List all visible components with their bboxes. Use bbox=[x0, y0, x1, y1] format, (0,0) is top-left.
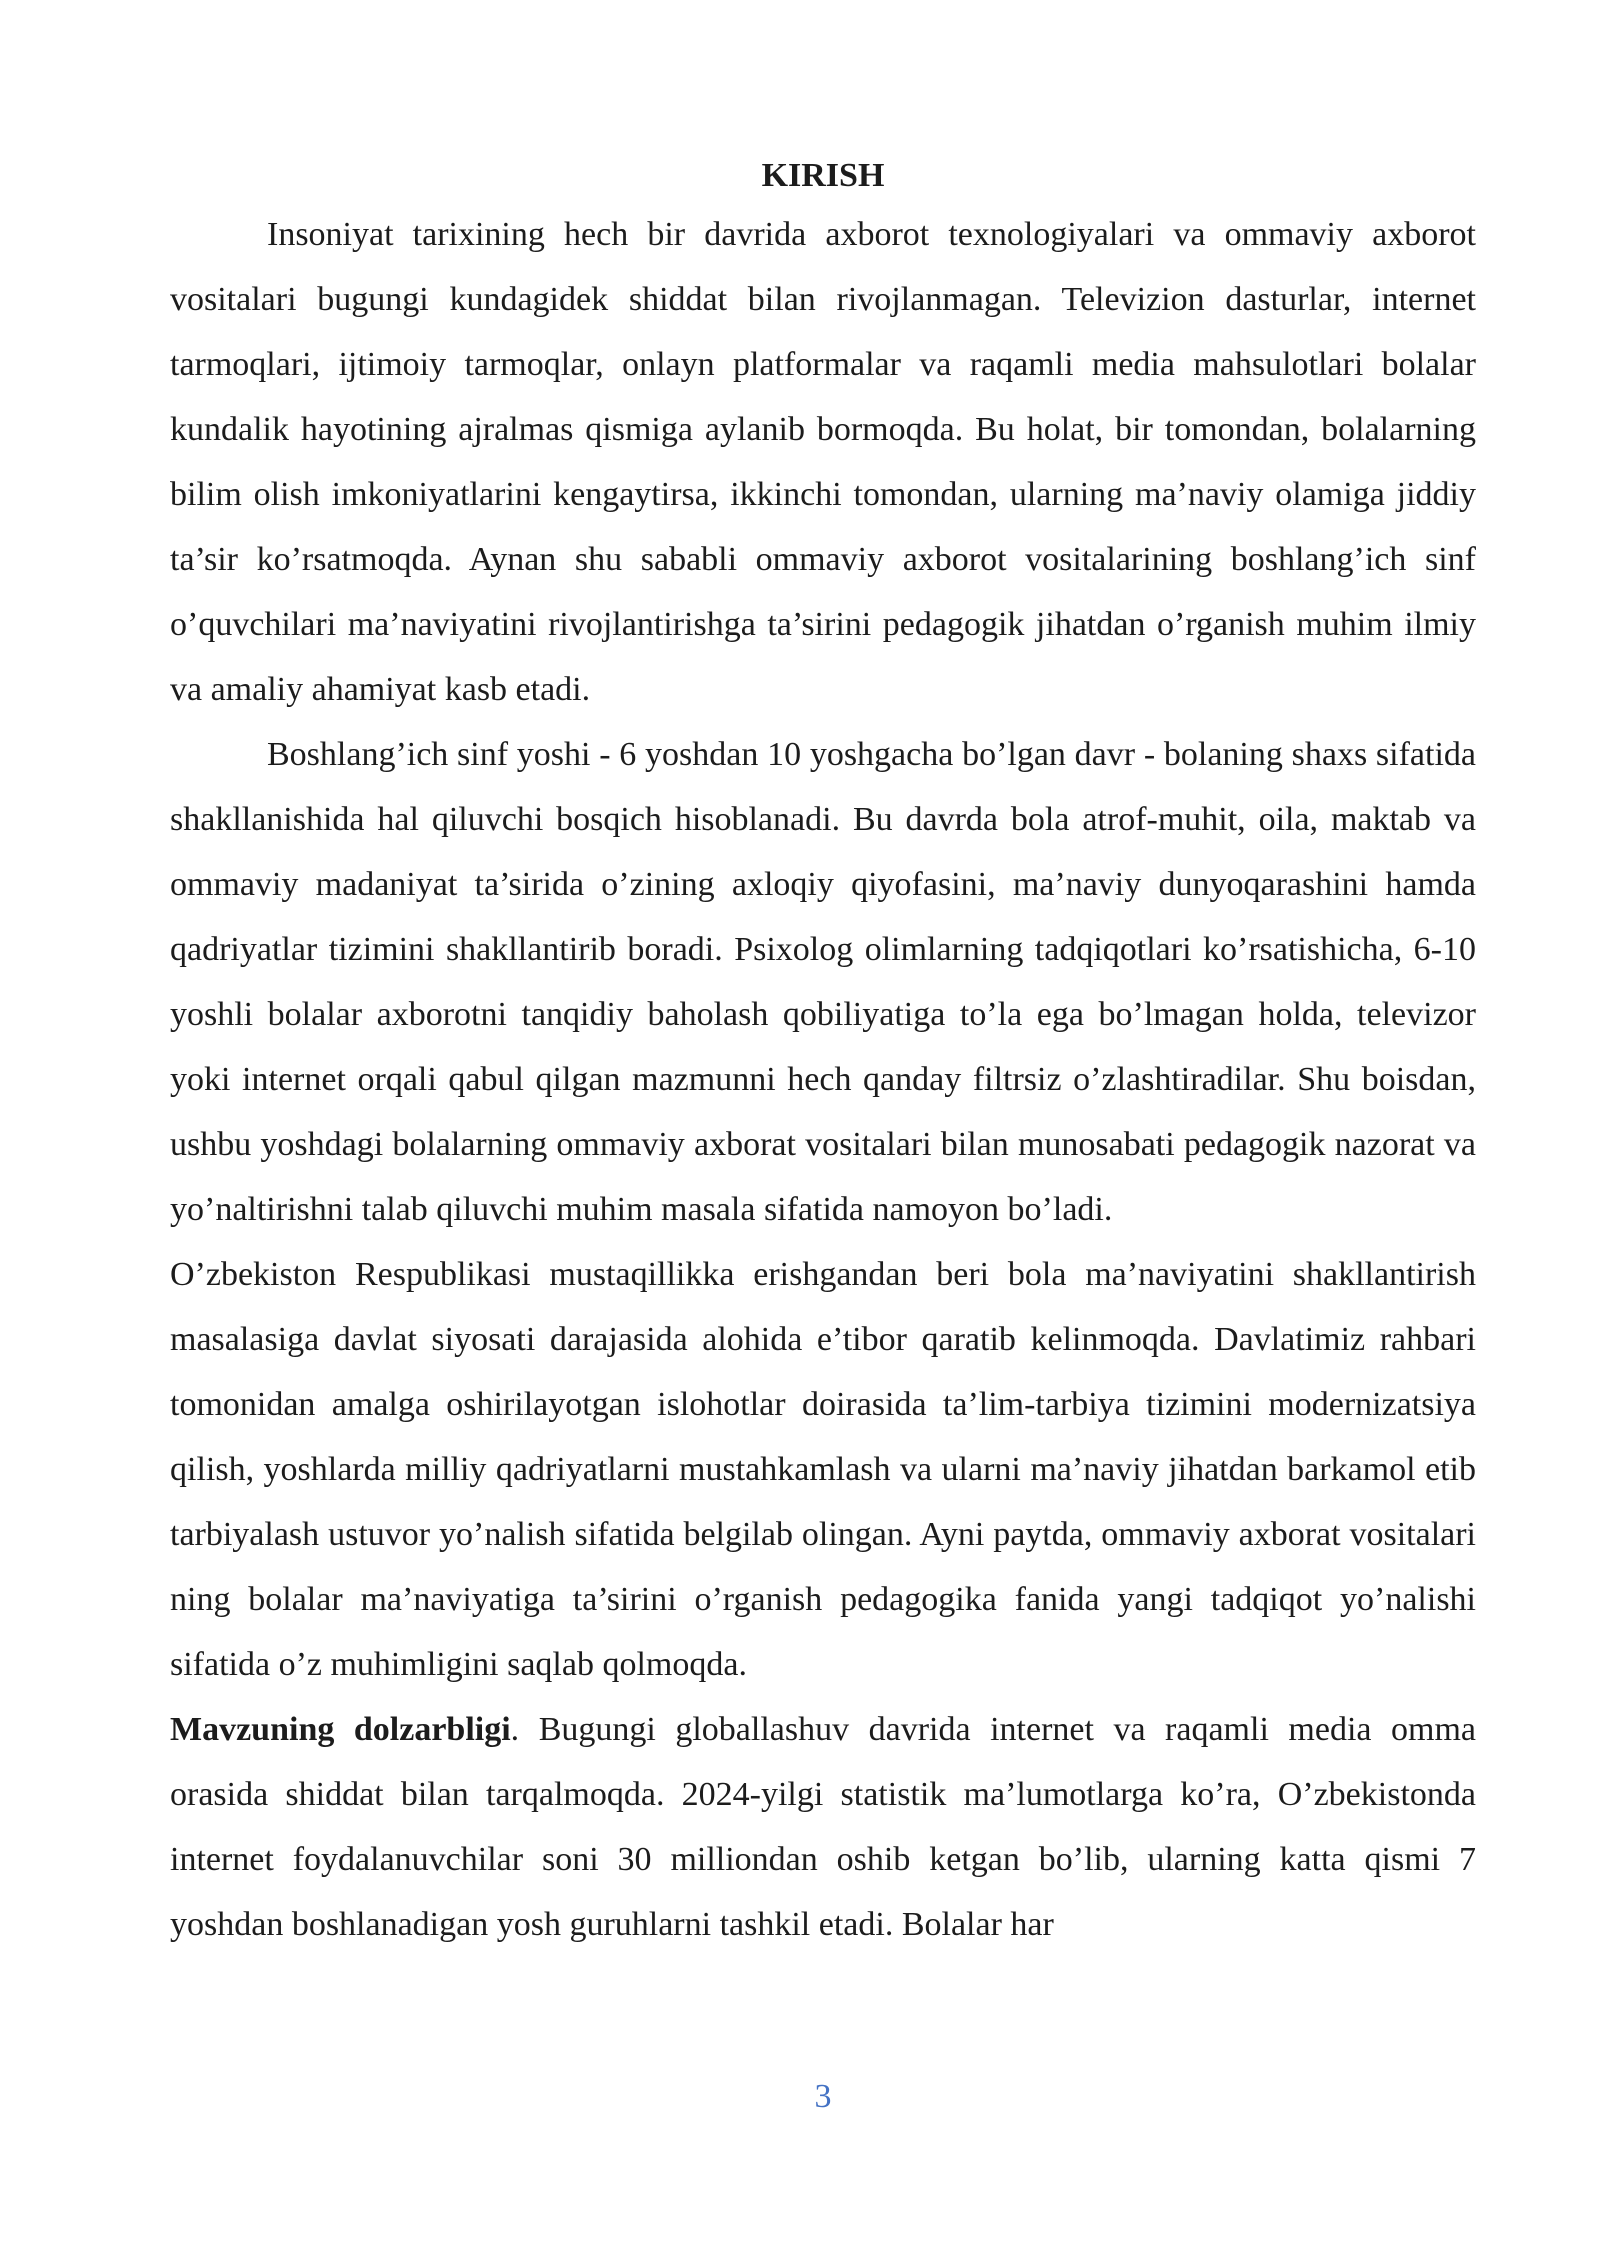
page-number: 3 bbox=[814, 2078, 832, 2115]
section-title: KIRISH bbox=[761, 157, 885, 194]
paragraph-primary-school-age: Boshlang’ich sinf yoshi - 6 yoshdan 10 yoshgacha bo’lgan davr - bolaning shaxs sifatida shakllanishida hal qiluvchi bosqich hisoblanadi. Bu davrda bola atrof-muhit, oila, maktab va ommaviy madaniyat ta’sirida o’zining axloqiy qiyofasini, ma’naviy dunyoqarashini hamda qadriyatlar tizimini shakllantirib boradi. Psixolog olimlarning tadqiqotlari ko’rsatishicha, 6-10 yoshli bolalar axborotni tanqidiy baholash qobiliyatiga to’la ega bo’lmagan holda, televizor yoki internet orqali qabul qilgan mazmunni hech qanday filtrsiz o’zlashtiradilar. Shu boisdan, ushbu yoshdagi bolalarning ommaviy axborat vositalari bilan munosabati pedagogik nazorat va yo’naltirishni talab qiluvchi muhim masala sifatida namoyon bo’ladi. bbox=[170, 736, 1476, 1228]
paragraph-intro: Insoniyat tarixining hech bir davrida axborot texnologiyalari va ommaviy axborot vositalari bugungi kundagidek shiddat bilan rivojlanmagan. Televizion dasturlar, internet tarmoqlari, ijtimoiy tarmoqlar, onlayn platformalar va raqamli media mahsulotlari bolalar kundalik hayotining ajralmas qismiga aylanib bormoqda. Bu holat, bir tomondan, bolalarning bilim olish imkoniyatlarini kengaytirsa, ikkinchi tomondan, ularning ma’naviy olamiga jiddiy ta’sir ko’rsatmoqda. Aynan shu sababli ommaviy axborot vositalarining boshlang’ich sinf o’quvchilari ma’naviyatini rivojlantirishga ta’sirini pedagogik jihatdan o’rganish muhim ilmiy va amaliy ahamiyat kasb etadi. bbox=[170, 216, 1476, 708]
relevance-heading: Mavzuning dolzarbligi bbox=[170, 1711, 511, 1748]
paragraph-state-policy: O’zbekiston Respublikasi mustaqillikka erishgandan beri bola ma’naviyatini shakllantirish masalasiga davlat siyosati darajasida alohida e’tibor qaratib kelinmoqda. Davlatimiz rahbari tomonidan amalga oshirilayotgan islohotlar doirasida ta’lim-tarbiya tizimini modernizatsiya qilish, yoshlarda milliy qadriyatlarni mustahkamlash va ularni ma’naviy jihatdan barkamol etib tarbiyalash ustuvor yo’nalish sifatida belgilab olingan. Ayni paytda, ommaviy axborat vositalari ning bolalar ma’naviyatiga ta’sirini o’rganish pedagogika fanida yangi tadqiqot yo’nalishi sifatida o’z muhimligini saqlab qolmoqda. bbox=[170, 1256, 1476, 1683]
page-content bbox=[170, 150, 1476, 1957]
relevance-text: . Bugungi globallashuv davrida internet va raqamli media omma orasida shiddat bilan tarqalmoqda. 2024-yilgi statistik ma’lumotlarga ko’ra, O’zbekistonda internet foydalanuvchilar soni 30 milliondan oshib ketgan bo’lib, ularning katta qismi 7 yoshdan boshlanadigan yosh guruhlarni tashkil etadi. Bolalar har bbox=[170, 1711, 1476, 1943]
paragraph-relevance bbox=[170, 1697, 1476, 1957]
